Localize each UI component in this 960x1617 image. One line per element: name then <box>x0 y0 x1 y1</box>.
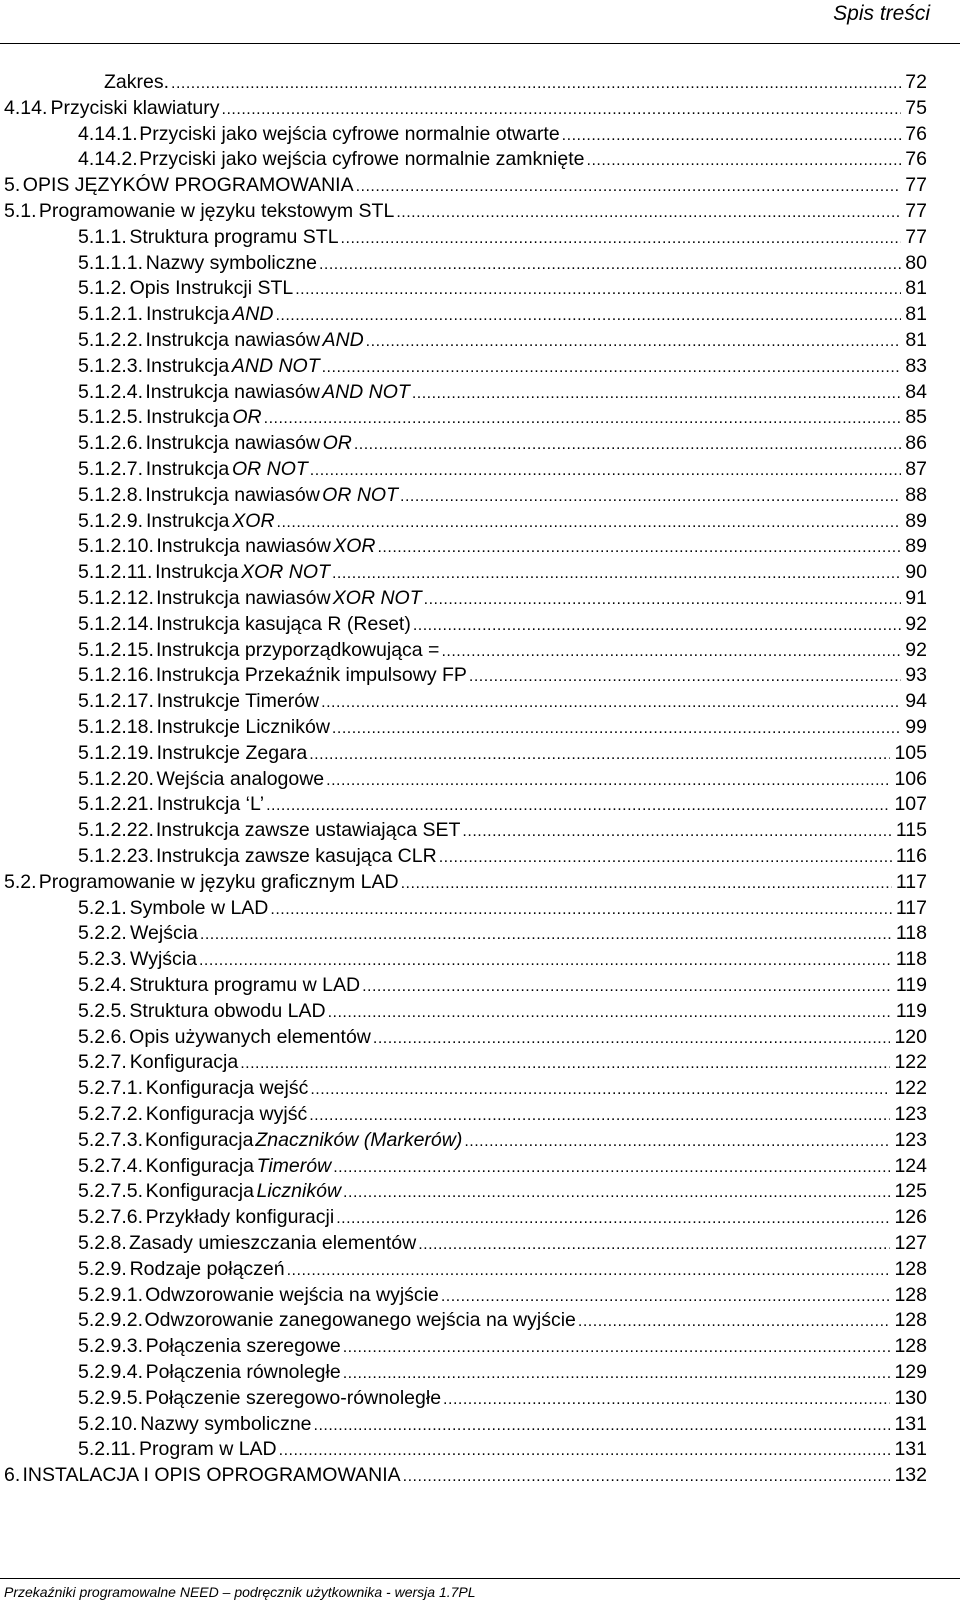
toc-entry-number: 4.14. <box>4 96 48 119</box>
toc-entry[interactable] <box>0 1463 927 1488</box>
toc-leader-dots <box>401 871 892 896</box>
toc-entry-title: Połączenie szeregowo-równoległe <box>145 1386 442 1409</box>
toc-entry[interactable] <box>0 947 927 972</box>
toc-entry[interactable] <box>0 792 927 817</box>
toc-entry[interactable] <box>0 173 927 198</box>
toc-entry-title: Konfiguracja <box>145 1154 255 1177</box>
toc-page-number: 86 <box>905 432 927 455</box>
toc-page-number: 130 <box>894 1386 927 1409</box>
toc-page-number: 128 <box>894 1309 927 1332</box>
toc-entry-number: 5.2.7. <box>78 1051 127 1074</box>
toc-entry[interactable] <box>0 844 927 869</box>
toc-entry-title: Rodzaje połączeń <box>129 1257 285 1280</box>
toc-entry-title: Instrukcje Liczników <box>156 716 330 738</box>
toc-entry[interactable] <box>0 354 927 379</box>
toc-entry[interactable] <box>0 1050 927 1075</box>
toc-entry[interactable] <box>0 1154 927 1179</box>
toc-entry-number: 5.1.2.23. <box>78 845 154 867</box>
toc-page-number: 128 <box>894 1335 927 1358</box>
toc-page-number: 99 <box>905 716 927 738</box>
toc-leader-dots <box>441 639 901 664</box>
toc-entry[interactable] <box>0 1179 927 1204</box>
toc-entry[interactable] <box>0 921 927 946</box>
toc-leader-dots <box>439 845 892 870</box>
toc-leader-dots <box>443 1387 890 1412</box>
toc-page-number: 118 <box>895 948 927 971</box>
toc-page-number: 81 <box>905 329 928 351</box>
toc-entry-title: Zakres. <box>104 71 170 93</box>
toc-entry-title: Nazwy symboliczne <box>145 251 317 274</box>
toc-entry-number: 5.2.9. <box>78 1257 127 1280</box>
toc-entry[interactable] <box>0 741 927 766</box>
toc-page-number: 119 <box>895 974 927 996</box>
toc-entry-number: 5.1. <box>4 200 37 222</box>
toc-leader-dots <box>441 1284 891 1309</box>
toc-leader-dots <box>418 1232 890 1257</box>
toc-entry-number: 5.1.2.12. <box>78 587 154 609</box>
toc-entry-number: 5.1.2.16. <box>78 664 154 687</box>
toc-entry-title-italic: OR NOT <box>231 458 308 480</box>
toc-leader-dots <box>310 1077 890 1102</box>
toc-entry-number: 5.1.2.7. <box>78 458 144 480</box>
toc-entry-number: 5.1.2.1. <box>78 303 144 326</box>
toc-leader-dots <box>277 510 902 535</box>
toc-entry-number: 5.1.2.2. <box>78 329 144 351</box>
toc-entry-title: Opis Instrukcji STL <box>129 277 294 300</box>
toc-leader-dots <box>469 664 901 689</box>
toc-leader-dots <box>322 355 902 380</box>
toc-entry-number: 5.2.6. <box>78 1025 127 1048</box>
toc-entry-title: Opis używanych elementów <box>129 1025 371 1048</box>
toc-leader-dots <box>319 252 901 277</box>
toc-leader-dots <box>328 1000 892 1025</box>
toc-page-number: 91 <box>905 587 927 609</box>
toc-entry-title: Instrukcja <box>145 354 230 377</box>
toc-entry-title: Instrukcja nawiasów <box>156 587 331 609</box>
toc-entry-number: 5.2.4. <box>78 974 127 996</box>
toc-entry-title: Instrukcja przyporządkowująca = <box>156 638 440 661</box>
toc-leader-dots <box>222 97 902 122</box>
toc-entry[interactable] <box>0 1386 927 1411</box>
toc-entry-number: 5.1.2.19. <box>78 741 154 764</box>
toc-entry[interactable] <box>0 715 927 740</box>
toc-page-number: 128 <box>894 1283 927 1306</box>
toc-entry-number: 5.1.2.9. <box>78 509 144 532</box>
toc-leader-dots <box>266 793 890 818</box>
toc-entry-title: Wejścia analogowe <box>156 767 325 790</box>
toc-entry-title: Konfiguracja wyjść <box>145 1103 308 1125</box>
toc-entry-title: Instrukcja nawiasów <box>145 432 321 455</box>
toc-entry[interactable] <box>0 276 927 301</box>
toc-page-number: 85 <box>905 406 928 429</box>
toc-entry[interactable] <box>0 638 927 663</box>
toc-entry-number: 5.1.2.4. <box>78 380 144 403</box>
toc-entry[interactable] <box>0 225 927 250</box>
toc-entry-number: 5.2.9.2. <box>78 1309 144 1332</box>
toc-page-number: 77 <box>905 200 927 222</box>
toc-entry-title: Konfiguracja <box>129 1051 239 1074</box>
toc-entry-number: 5.1.2.6. <box>78 432 144 455</box>
toc-page-number: 76 <box>905 122 927 145</box>
toc-entry-title: Struktura obwodu LAD <box>129 999 326 1022</box>
toc-entry[interactable] <box>0 534 927 559</box>
toc-entry-title: Instrukcja <box>145 303 230 326</box>
toc-entry-title-italic: AND <box>322 329 364 351</box>
toc-leader-dots <box>332 716 901 741</box>
toc-entry[interactable] <box>0 1257 927 1282</box>
toc-page-number: 80 <box>905 251 927 274</box>
toc-page-number: 81 <box>905 277 927 300</box>
toc-page-number: 120 <box>894 1025 927 1048</box>
toc-entry-number: 5.1.2.21. <box>78 793 154 816</box>
toc-page-number: 125 <box>894 1180 927 1203</box>
toc-entry-title: Instrukcja kasująca R (Reset) <box>156 612 411 635</box>
toc-entry[interactable] <box>0 483 927 508</box>
toc-entry-number: 5.1.2.3. <box>78 354 144 377</box>
toc-entry-title-italic: OR <box>232 406 262 429</box>
toc-entry[interactable] <box>0 405 927 430</box>
toc-entry-title: Instrukcja <box>145 458 230 480</box>
toc-entry-title: Instrukcja nawiasów <box>145 380 320 403</box>
toc-entry-title: Instrukcja nawiasów <box>145 329 321 351</box>
toc-page-number: 127 <box>894 1232 927 1254</box>
toc-page-number: 105 <box>894 741 927 764</box>
toc-entry-number: 5.2.7.6. <box>78 1206 144 1229</box>
toc-entry-number: 5.2.5. <box>78 999 127 1022</box>
toc-entry-number: 4.14.1. <box>78 122 138 145</box>
toc-page-number: 89 <box>905 509 927 532</box>
toc-entry-title: Połączenia szeregowe <box>145 1335 341 1358</box>
toc-entry-title: Struktura programu w LAD <box>129 974 361 996</box>
toc-leader-dots <box>199 948 892 973</box>
toc-entry[interactable] <box>0 612 927 637</box>
toc-leader-dots <box>171 71 901 96</box>
toc-entry-title-italic: XOR <box>333 535 376 558</box>
toc-entry-title: Odwzorowanie wejścia na wyjście <box>145 1283 439 1306</box>
toc-page-number: 122 <box>894 1077 927 1100</box>
toc-entry-number: 5.1.2. <box>78 277 127 300</box>
toc-entry-title: Program w LAD <box>139 1438 277 1461</box>
page-header-title: Spis treści <box>833 2 930 25</box>
toc-page-number: 129 <box>894 1361 927 1383</box>
toc-page-number: 128 <box>894 1257 927 1280</box>
toc-leader-dots <box>287 1258 891 1283</box>
toc-leader-dots <box>341 226 902 251</box>
toc-leader-dots <box>343 1361 891 1386</box>
toc-entry-number: 5.1.1.1. <box>78 251 144 274</box>
toc-entry[interactable] <box>0 380 927 405</box>
toc-page-number: 75 <box>905 96 927 119</box>
toc-entry-title: Symbole w LAD <box>129 896 269 919</box>
toc-entry[interactable] <box>0 818 927 843</box>
toc-entry[interactable] <box>0 1205 927 1230</box>
toc-entry-number: 5.1.2.18. <box>78 716 154 738</box>
toc-page-number: 131 <box>894 1438 927 1461</box>
toc-entry-title: Przyciski jako wejścia cyfrowe normalnie otwarte <box>139 122 560 145</box>
toc-entry[interactable] <box>0 1437 927 1462</box>
toc-entry-number: 5.2.8. <box>78 1232 127 1254</box>
toc-page-number: 116 <box>895 845 927 867</box>
toc-page-number: 107 <box>894 793 927 816</box>
toc-entry[interactable] <box>0 973 927 998</box>
toc-entry-title: Konfiguracja <box>145 1128 254 1151</box>
toc-entry-title: Instrukcja nawiasów <box>145 483 320 506</box>
toc-leader-dots <box>343 1180 890 1205</box>
toc-page-number: 87 <box>905 458 927 480</box>
toc-entry[interactable] <box>0 896 927 921</box>
toc-entry[interactable] <box>0 199 927 224</box>
toc-entry-number: 5.1.2.11. <box>78 561 153 584</box>
toc-entry-title-italic: XOR NOT <box>332 587 422 609</box>
toc-entry-title: Konfiguracja <box>145 1180 254 1203</box>
toc-page-number: 90 <box>905 561 927 584</box>
toc-leader-dots <box>332 561 901 586</box>
toc-entry-title: Przyciski klawiatury <box>50 96 220 119</box>
toc-entry-title: Odwzorowanie zanegowanego wejścia na wyjście <box>144 1309 576 1332</box>
toc-entry-title-italic: AND NOT <box>231 354 320 377</box>
toc-entry-number: 5.1.2.8. <box>78 483 144 506</box>
toc-leader-dots <box>309 1103 890 1128</box>
toc-entry[interactable] <box>0 251 927 276</box>
toc-entry-title: INSTALACJA I OPIS OPROGRAMOWANIA <box>22 1464 401 1487</box>
toc-page-number: 77 <box>905 174 927 197</box>
toc-entry-title: Instrukcja zawsze kasująca CLR <box>155 845 437 867</box>
toc-page-number: 106 <box>894 767 927 790</box>
toc-leader-dots <box>464 1129 890 1154</box>
toc-page-number: 83 <box>905 354 928 377</box>
toc-entry[interactable] <box>0 122 927 147</box>
toc-entry[interactable] <box>0 1334 927 1359</box>
toc-entry-number: 5.2.7.1. <box>78 1077 144 1100</box>
toc-entry-number: 5.2.9.3. <box>78 1335 144 1358</box>
toc-leader-dots <box>354 432 901 457</box>
toc-entry-title: Instrukcja nawiasów <box>156 535 331 558</box>
toc-page-number: 131 <box>894 1412 927 1435</box>
toc-page-number: 117 <box>895 896 927 919</box>
toc-entry-title: Nazwy symboliczne <box>140 1412 312 1435</box>
toc-entry-number: 4.14.2. <box>78 148 138 171</box>
toc-entry-number: 6. <box>4 1464 21 1487</box>
toc-leader-dots <box>403 1464 891 1489</box>
toc-entry[interactable] <box>0 431 927 456</box>
toc-entry-number: 5.1.1. <box>78 225 127 248</box>
toc-entry-number: 5.1.2.15. <box>78 638 154 661</box>
footer-divider <box>0 1578 960 1579</box>
toc-page-number: 72 <box>905 71 927 93</box>
toc-entry-title-italic: OR NOT <box>322 483 398 506</box>
header-divider <box>0 43 960 44</box>
toc-entry-title-italic: Liczników <box>256 1180 342 1203</box>
toc-entry-number: 5.2.2. <box>78 922 127 945</box>
toc-entry-title: Przyciski jako wejścia cyfrowe normalnie zamknięte <box>139 148 585 171</box>
toc-page-number: 88 <box>905 483 927 506</box>
toc-entry-number: 5.2.7.3. <box>78 1128 144 1151</box>
toc-leader-dots <box>270 897 892 922</box>
toc-leader-dots <box>200 922 892 947</box>
toc-entry-number: 5.2.10. <box>78 1412 138 1435</box>
toc-page-number: 115 <box>895 819 927 842</box>
toc-entry-title: Instrukcje Zegara <box>156 741 308 764</box>
toc-leader-dots <box>326 768 890 793</box>
toc-leader-dots <box>310 458 902 483</box>
toc-entry-title-italic: XOR NOT <box>241 561 330 584</box>
toc-entry-number: 5.1.2.20. <box>78 767 154 790</box>
toc-page-number: 122 <box>894 1051 927 1074</box>
toc-entry-title-italic: Timerów <box>256 1154 332 1177</box>
toc-leader-dots <box>309 742 890 767</box>
toc-leader-dots <box>578 1309 891 1334</box>
toc-leader-dots <box>587 148 902 173</box>
toc-leader-dots <box>279 1438 891 1463</box>
toc-entry[interactable] <box>0 767 927 792</box>
toc-leader-dots <box>400 484 901 509</box>
toc-entry-title: Wyjścia <box>129 948 197 971</box>
toc-entry-title: Zasady umieszczania elementów <box>128 1232 417 1254</box>
toc-leader-dots <box>366 329 902 354</box>
toc-entry-title: Instrukcje Timerów <box>156 690 320 713</box>
toc-leader-dots <box>295 277 901 302</box>
toc-entry-title: Połączenia równoległe <box>145 1361 341 1383</box>
toc-page-number: 118 <box>895 922 927 945</box>
toc-leader-dots <box>321 690 901 715</box>
toc-leader-dots <box>424 587 902 612</box>
toc-entry-title-italic: Znaczników (Markerów) <box>255 1128 463 1151</box>
toc-page-number: 92 <box>905 612 927 635</box>
toc-leader-dots <box>373 1026 891 1051</box>
toc-entry-number: 5.2.7.5. <box>78 1180 144 1203</box>
toc-entry[interactable] <box>0 147 927 172</box>
toc-entry-title: Instrukcja zawsze ustawiająca SET <box>155 819 461 842</box>
toc-entry[interactable] <box>0 1283 927 1308</box>
toc-entry-title: Konfiguracja wejść <box>145 1077 309 1100</box>
toc-entry-number: 5.2.11. <box>78 1438 137 1461</box>
toc-entry-title: Instrukcja <box>146 406 230 429</box>
toc-entry[interactable] <box>0 302 927 327</box>
toc-leader-dots <box>412 381 901 406</box>
toc-entry[interactable] <box>0 560 927 585</box>
toc-entry-title-italic: AND <box>232 303 274 326</box>
toc-entry-title: Instrukcja ‘L’ <box>156 793 265 816</box>
toc-leader-dots <box>356 174 902 199</box>
toc-entry-title: Przykłady konfiguracji <box>145 1206 335 1229</box>
toc-entry-number: 5.2.9.1. <box>78 1283 144 1306</box>
toc-entry[interactable] <box>0 1412 927 1437</box>
toc-page-number: 119 <box>895 999 927 1022</box>
toc-entry[interactable] <box>0 870 927 895</box>
toc-leader-dots <box>275 303 901 328</box>
toc-leader-dots <box>343 1335 891 1360</box>
toc-leader-dots <box>264 406 902 431</box>
toc-entry-number: 5.2.7.4. <box>78 1154 144 1177</box>
toc-entry[interactable] <box>0 328 927 353</box>
toc-entry[interactable] <box>0 999 927 1024</box>
toc-leader-dots <box>314 1413 891 1438</box>
toc-entry-title-italic: XOR <box>232 509 275 532</box>
toc-leader-dots <box>377 535 901 560</box>
toc-entry[interactable] <box>0 586 927 611</box>
toc-entry-number: 5.1.2.10. <box>78 535 154 558</box>
toc-entry-number: 5.2. <box>4 870 37 893</box>
toc-leader-dots <box>336 1206 890 1231</box>
toc-page-number: 93 <box>905 664 927 687</box>
toc-page-number: 94 <box>905 690 927 713</box>
toc-entry-title: Instrukcja <box>145 509 230 532</box>
toc-entry-title: Programowanie w języku tekstowym STL <box>38 200 395 222</box>
toc-entry-number: 5.1.2.22. <box>78 819 154 842</box>
toc-entry-number: 5.2.9.5. <box>78 1386 144 1409</box>
toc-entry-title-italic: AND NOT <box>322 380 410 403</box>
toc-page-number: 123 <box>894 1128 927 1151</box>
toc-entry-number: 5.2.1. <box>78 896 127 919</box>
toc-entry-title: Instrukcja <box>155 561 239 584</box>
toc-entry-number: 5.2.7.2. <box>78 1103 144 1125</box>
toc-entry[interactable] <box>0 70 927 95</box>
toc-entry[interactable] <box>0 1025 927 1050</box>
toc-entry-number: 5.1.2.5. <box>78 406 144 429</box>
toc-entry-title: Wejścia <box>129 922 198 945</box>
toc-entry-title-italic: OR <box>322 432 352 455</box>
toc-page-number: 89 <box>905 535 927 558</box>
toc-leader-dots <box>362 974 892 999</box>
toc-entry[interactable] <box>0 457 927 482</box>
toc-page-number: 84 <box>905 380 927 403</box>
toc-entry-number: 5.2.3. <box>78 948 127 971</box>
toc-entry-number: 5.1.2.14. <box>78 612 154 635</box>
toc-leader-dots <box>396 200 901 225</box>
toc-entry-number: 5.2.9.4. <box>78 1361 144 1383</box>
toc-page-number: 117 <box>895 870 927 893</box>
toc-page-number: 81 <box>905 303 927 326</box>
toc-page-number: 77 <box>905 225 927 248</box>
toc-entry[interactable] <box>0 689 927 714</box>
toc-entry[interactable] <box>0 1231 927 1256</box>
toc-page-number: 123 <box>894 1103 927 1125</box>
toc-entry[interactable] <box>0 96 927 121</box>
toc-entry[interactable] <box>0 1076 927 1101</box>
toc-entry-title: Struktura programu STL <box>129 225 339 248</box>
toc-page-number: 76 <box>905 148 927 171</box>
toc-entry-title: Programowanie w języku graficznym LAD <box>38 870 399 893</box>
toc-page-number: 132 <box>894 1464 927 1487</box>
toc-entry[interactable] <box>0 663 927 688</box>
toc-leader-dots <box>462 819 891 844</box>
toc-leader-dots <box>333 1155 890 1180</box>
toc-page-number: 92 <box>905 638 927 661</box>
toc-leader-dots <box>240 1051 890 1076</box>
toc-entry[interactable] <box>0 1360 927 1385</box>
toc-leader-dots <box>562 123 902 148</box>
toc-entry-title: OPIS JĘZYKÓW PROGRAMOWANIA <box>22 174 354 197</box>
toc-page-number: 124 <box>894 1154 927 1177</box>
toc-entry[interactable] <box>0 1102 927 1127</box>
toc-leader-dots <box>413 613 901 638</box>
page-footer-text: Przekaźniki programowalne NEED – podręcznik użytkownika - wersja 1.7PL <box>4 1584 476 1600</box>
toc-entry-number: 5. <box>4 174 21 197</box>
toc-entry[interactable] <box>0 1308 927 1333</box>
toc-entry[interactable] <box>0 1128 927 1153</box>
toc-entry-title: Instrukcja Przekaźnik impulsowy FP <box>155 664 467 687</box>
toc-entry[interactable] <box>0 509 927 534</box>
toc-page-number: 126 <box>894 1206 927 1229</box>
toc-entry-number: 5.1.2.17. <box>78 690 154 713</box>
